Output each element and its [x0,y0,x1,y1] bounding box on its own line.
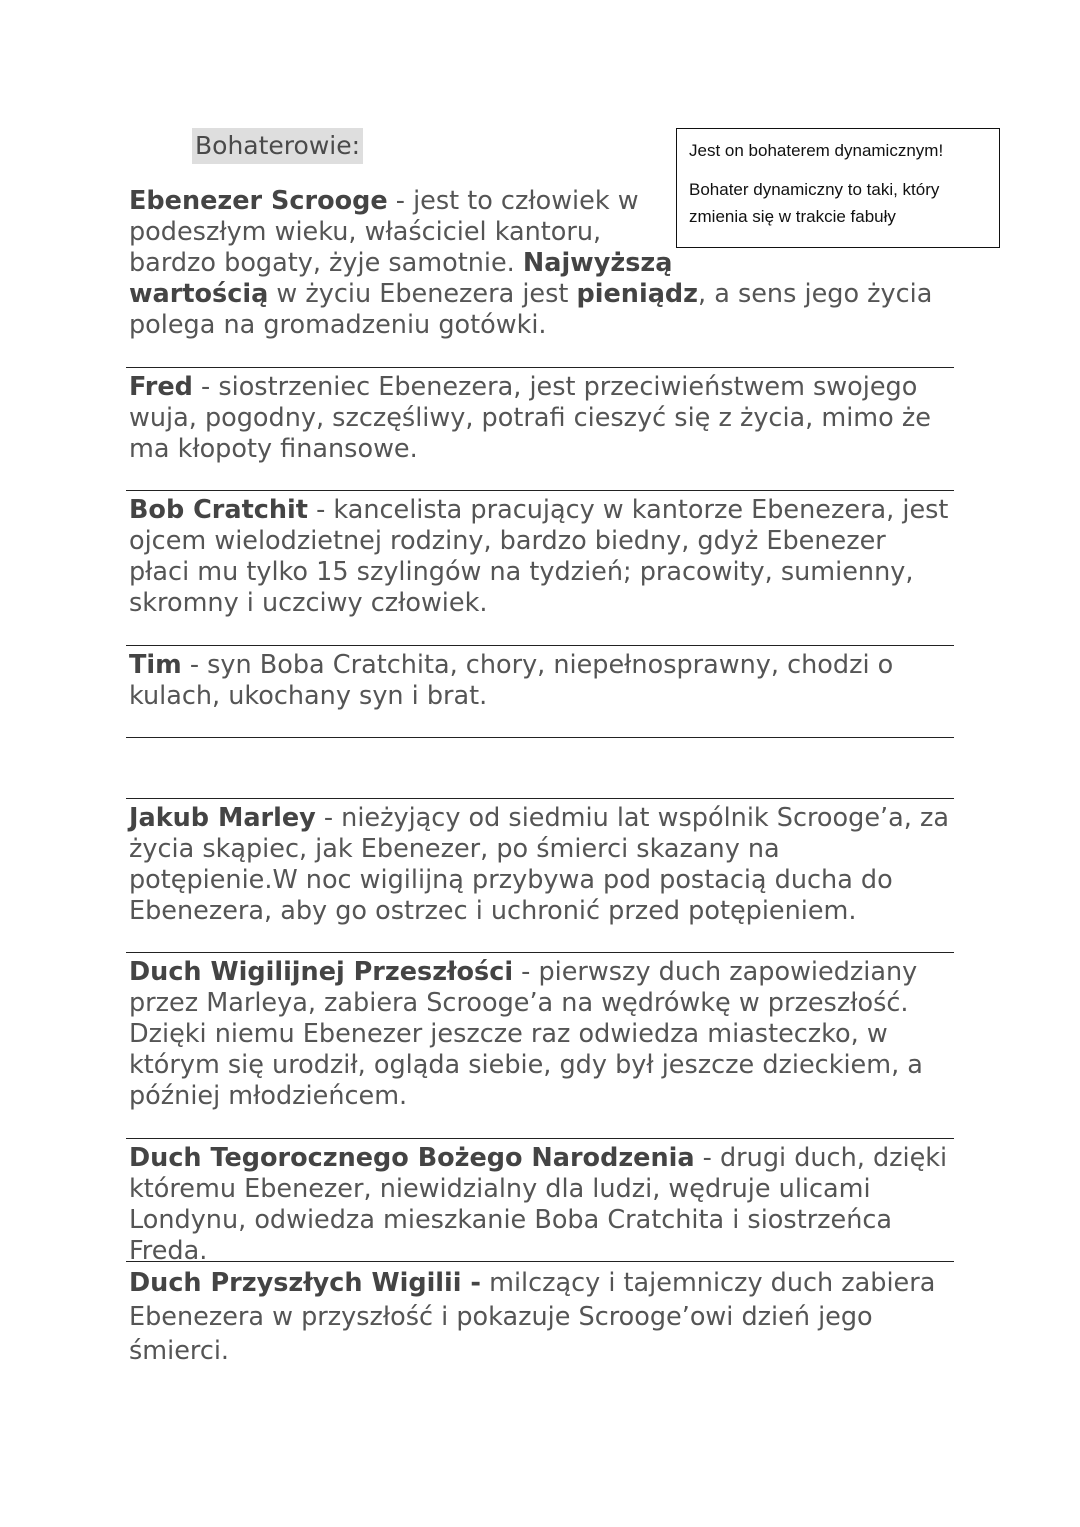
character-entry [129,1266,954,1368]
character-entry [129,372,954,465]
divider [126,645,954,646]
note-line: Bohater dynamiczny to taki, który [689,180,940,199]
character-description: polega na gromadzeniu gotówki. [129,310,547,340]
character-description: - syn Boba Cratchita, chory, niepełnosprawny, chodzi o kulach, ukochany syn i brat. [129,650,894,711]
character-name: Duch Przyszłych Wigilii - [129,1268,481,1298]
divider [126,490,954,491]
emphasis: Najwyższą [522,248,673,278]
character-name: Duch Wigilijnej Przeszłości [129,957,514,987]
character-entry [129,650,954,712]
character-name: Duch Tegorocznego Bożego Narodzenia [129,1143,695,1173]
character-description: - kancelista pracujący w kantorze Ebenezera, jest ojcem wielodzietnej rodziny, bardzo biedny, gdyż Ebenezer płaci mu tylko 15 szylingów na tydzień; pracowity, sumienny, skromny i uczciwy człowiek. [129,495,949,618]
character-description: - nieżyjący od siedmiu lat wspólnik Scrooge’a, za życia skąpiec, jak Ebenezer, po śmierci skazany na potępienie.W noc wigilijną przybywa pod postacią ducha do Ebenezera, aby go ostrzec i uchronić przed potępieniem. [129,803,949,926]
section-heading: Bohaterowie: [192,128,363,164]
character-description: bardzo bogaty, żyje samotnie. [129,248,523,278]
character-entry [129,495,954,619]
character-entry [129,186,954,341]
note-line: Jest on bohaterem dynamicznym! [689,141,944,160]
character-description: podeszłym wieku, właściciel kantoru, [129,217,602,247]
character-name: Fred [129,372,193,402]
character-description: milczący i tajemniczy duch zabiera Ebenezera w przyszłość i pokazuje Scrooge’owi dzień jego śmierci. [129,1268,936,1366]
character-description: - siostrzeniec Ebenezera, jest przeciwieństwem swojego wuja, pogodny, szczęśliwy, potrafi cieszyć się z życia, mimo że ma kłopoty finansowe. [129,372,931,464]
divider [126,367,954,368]
emphasis: pieniądz [576,279,699,309]
character-name: Bob Cratchit [129,495,308,525]
character-entry [129,957,954,1112]
character-name: Tim [129,650,182,680]
divider [126,952,954,953]
emphasis: wartością [129,279,269,309]
character-name: Ebenezer Scrooge [129,186,388,216]
character-description: - drugi duch, dzięki któremu Ebenezer, niewidzialny dla ludzi, wędruje ulicami Londynu, odwiedza mieszkanie Boba Cratchita i siostrzeńca Freda. [129,1143,948,1266]
divider [126,1261,954,1262]
note-line: zmienia się w trakcie fabuły [689,207,896,226]
divider [126,737,954,738]
character-name: Jakub Marley [129,803,316,833]
character-entry [129,803,954,927]
character-description: , a sens jego życia [698,279,933,309]
divider [126,798,954,799]
character-description: - pierwszy duch zapowiedziany przez Marleya, zabiera Scrooge’a na wędrówkę w przeszłość. Dzięki niemu Ebenezer jeszcze raz odwiedza miasteczko, w którym się urodził, ogląda siebie, gdy był jeszcze dzieckiem, a później młodzieńcem. [129,957,923,1111]
character-description: w życiu Ebenezera jest [268,279,577,309]
character-entry [129,1143,954,1267]
divider [126,1138,954,1139]
character-description: - jest to człowiek w [387,186,639,216]
